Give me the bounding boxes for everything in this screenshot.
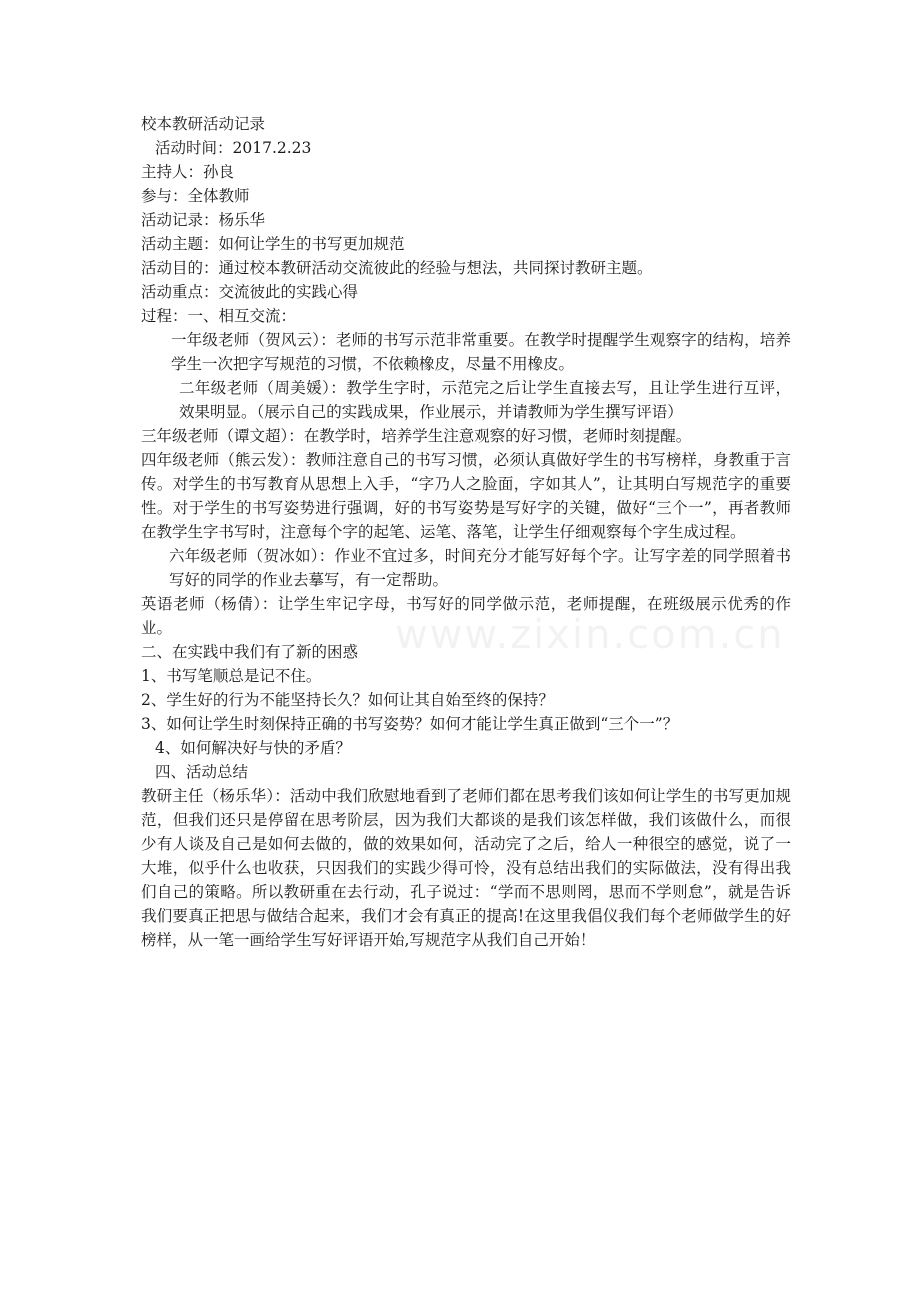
- document-body: [141, 112, 791, 952]
- grade1-remark: 一年级老师（贺风云）：老师的书写示范非常重要。在教学时提醒学生观察字的结构，培养学生一次把字写规范的习惯，不依赖橡皮，尽量不用橡皮。: [171, 331, 791, 373]
- activity-purpose: 活动目的：通过校本教研活动交流彼此的经验与想法，共同探讨教研主题。: [141, 259, 653, 277]
- grade2-remark: 二年级老师（周美媛）：教学生字时，示范完之后让学生直接去写，且让学生进行互评，效果明显。（展示自己的实践成果，作业展示，并请教师为学生撰写评语）: [179, 379, 791, 421]
- process-heading: 过程：一、相互交流：: [141, 307, 297, 325]
- grade6-remark: 六年级老师（贺冰如）：作业不宜过多，时间充分才能写好每个字。让写字差的同学照着书写好的同学的作业去摹写，有一定帮助。: [169, 547, 791, 589]
- question-4: 4、如何解决好与快的矛盾？: [155, 739, 351, 757]
- activity-time: 活动时间：2017.2.23: [155, 139, 312, 157]
- recorder: 活动记录：杨乐华: [141, 211, 266, 229]
- question-2: 2、学生好的行为不能坚持长久？如何让其自始至终的保持？: [141, 691, 554, 709]
- question-1: 1、书写笔顺总是记不住。: [141, 667, 322, 685]
- english-remark: 英语老师（杨倩）：让学生牢记字母，书写好的同学做示范，老师提醒，在班级展示优秀的作业。: [141, 595, 791, 637]
- grade3-remark: 三年级老师（谭文超）：在教学时，培养学生注意观察的好习惯，老师时刻提醒。: [141, 427, 692, 445]
- grade4-remark: 四年级老师（熊云发）：教师注意自己的书写习惯，必须认真做好学生的书写榜样，身教重于言传。对学生的书写教育从思想上入手，“字乃人之脸面，字如其人”，让其明白写规范字的重要性。对于学生的书写姿势进行强调，好的书写姿势是写好字的关键，做好“三个一”，再者教师在教学生字书写时，注意每个字的起笔、运笔、落笔，让学生仔细观察每个字生成过程。: [141, 451, 791, 541]
- host: 主持人：孙良: [141, 163, 235, 181]
- document-title: 校本教研活动记录: [141, 115, 266, 133]
- participants: 参与：全体教师: [141, 187, 250, 205]
- question-3: 3、如何让学生时刻保持正确的书写姿势？如何才能让学生真正做到“三个一”？: [141, 715, 679, 733]
- watermark: www.zixin.com.cn: [395, 612, 785, 658]
- summary-paragraph: 教研主任（杨乐华）：活动中我们欣慰地看到了老师们都在思考我们该如何让学生的书写更加规范，但我们还只是停留在思考阶层，因为我们大都谈的是我们该怎样做，我们该做什么，而很少有人谈及自己是如何去做的，做的效果如何，活动完了之后，给人一种很空的感觉，说了一大堆，似乎什么也收获，只因我们的实践少得可怜，没有总结出我们的实际做法，没有得出我们自己的策略。所以教研重在去行动，孔子说过：“学而不思则罔，思而不学则怠”，就是告诉我们要真正把思与做结合起来，我们才会有真正的提高!在这里我倡仪我们每个老师做学生的好榜样，从一笔一画给学生写好评语开始,写规范字从我们自己开始！: [141, 787, 791, 949]
- section4-heading: 四、活动总结: [155, 763, 249, 781]
- section2-heading: 二、在实践中我们有了新的困惑: [141, 643, 359, 661]
- activity-focus: 活动重点：交流彼此的实践心得: [141, 283, 359, 301]
- activity-theme: 活动主题：如何让学生的书写更加规范: [141, 235, 405, 253]
